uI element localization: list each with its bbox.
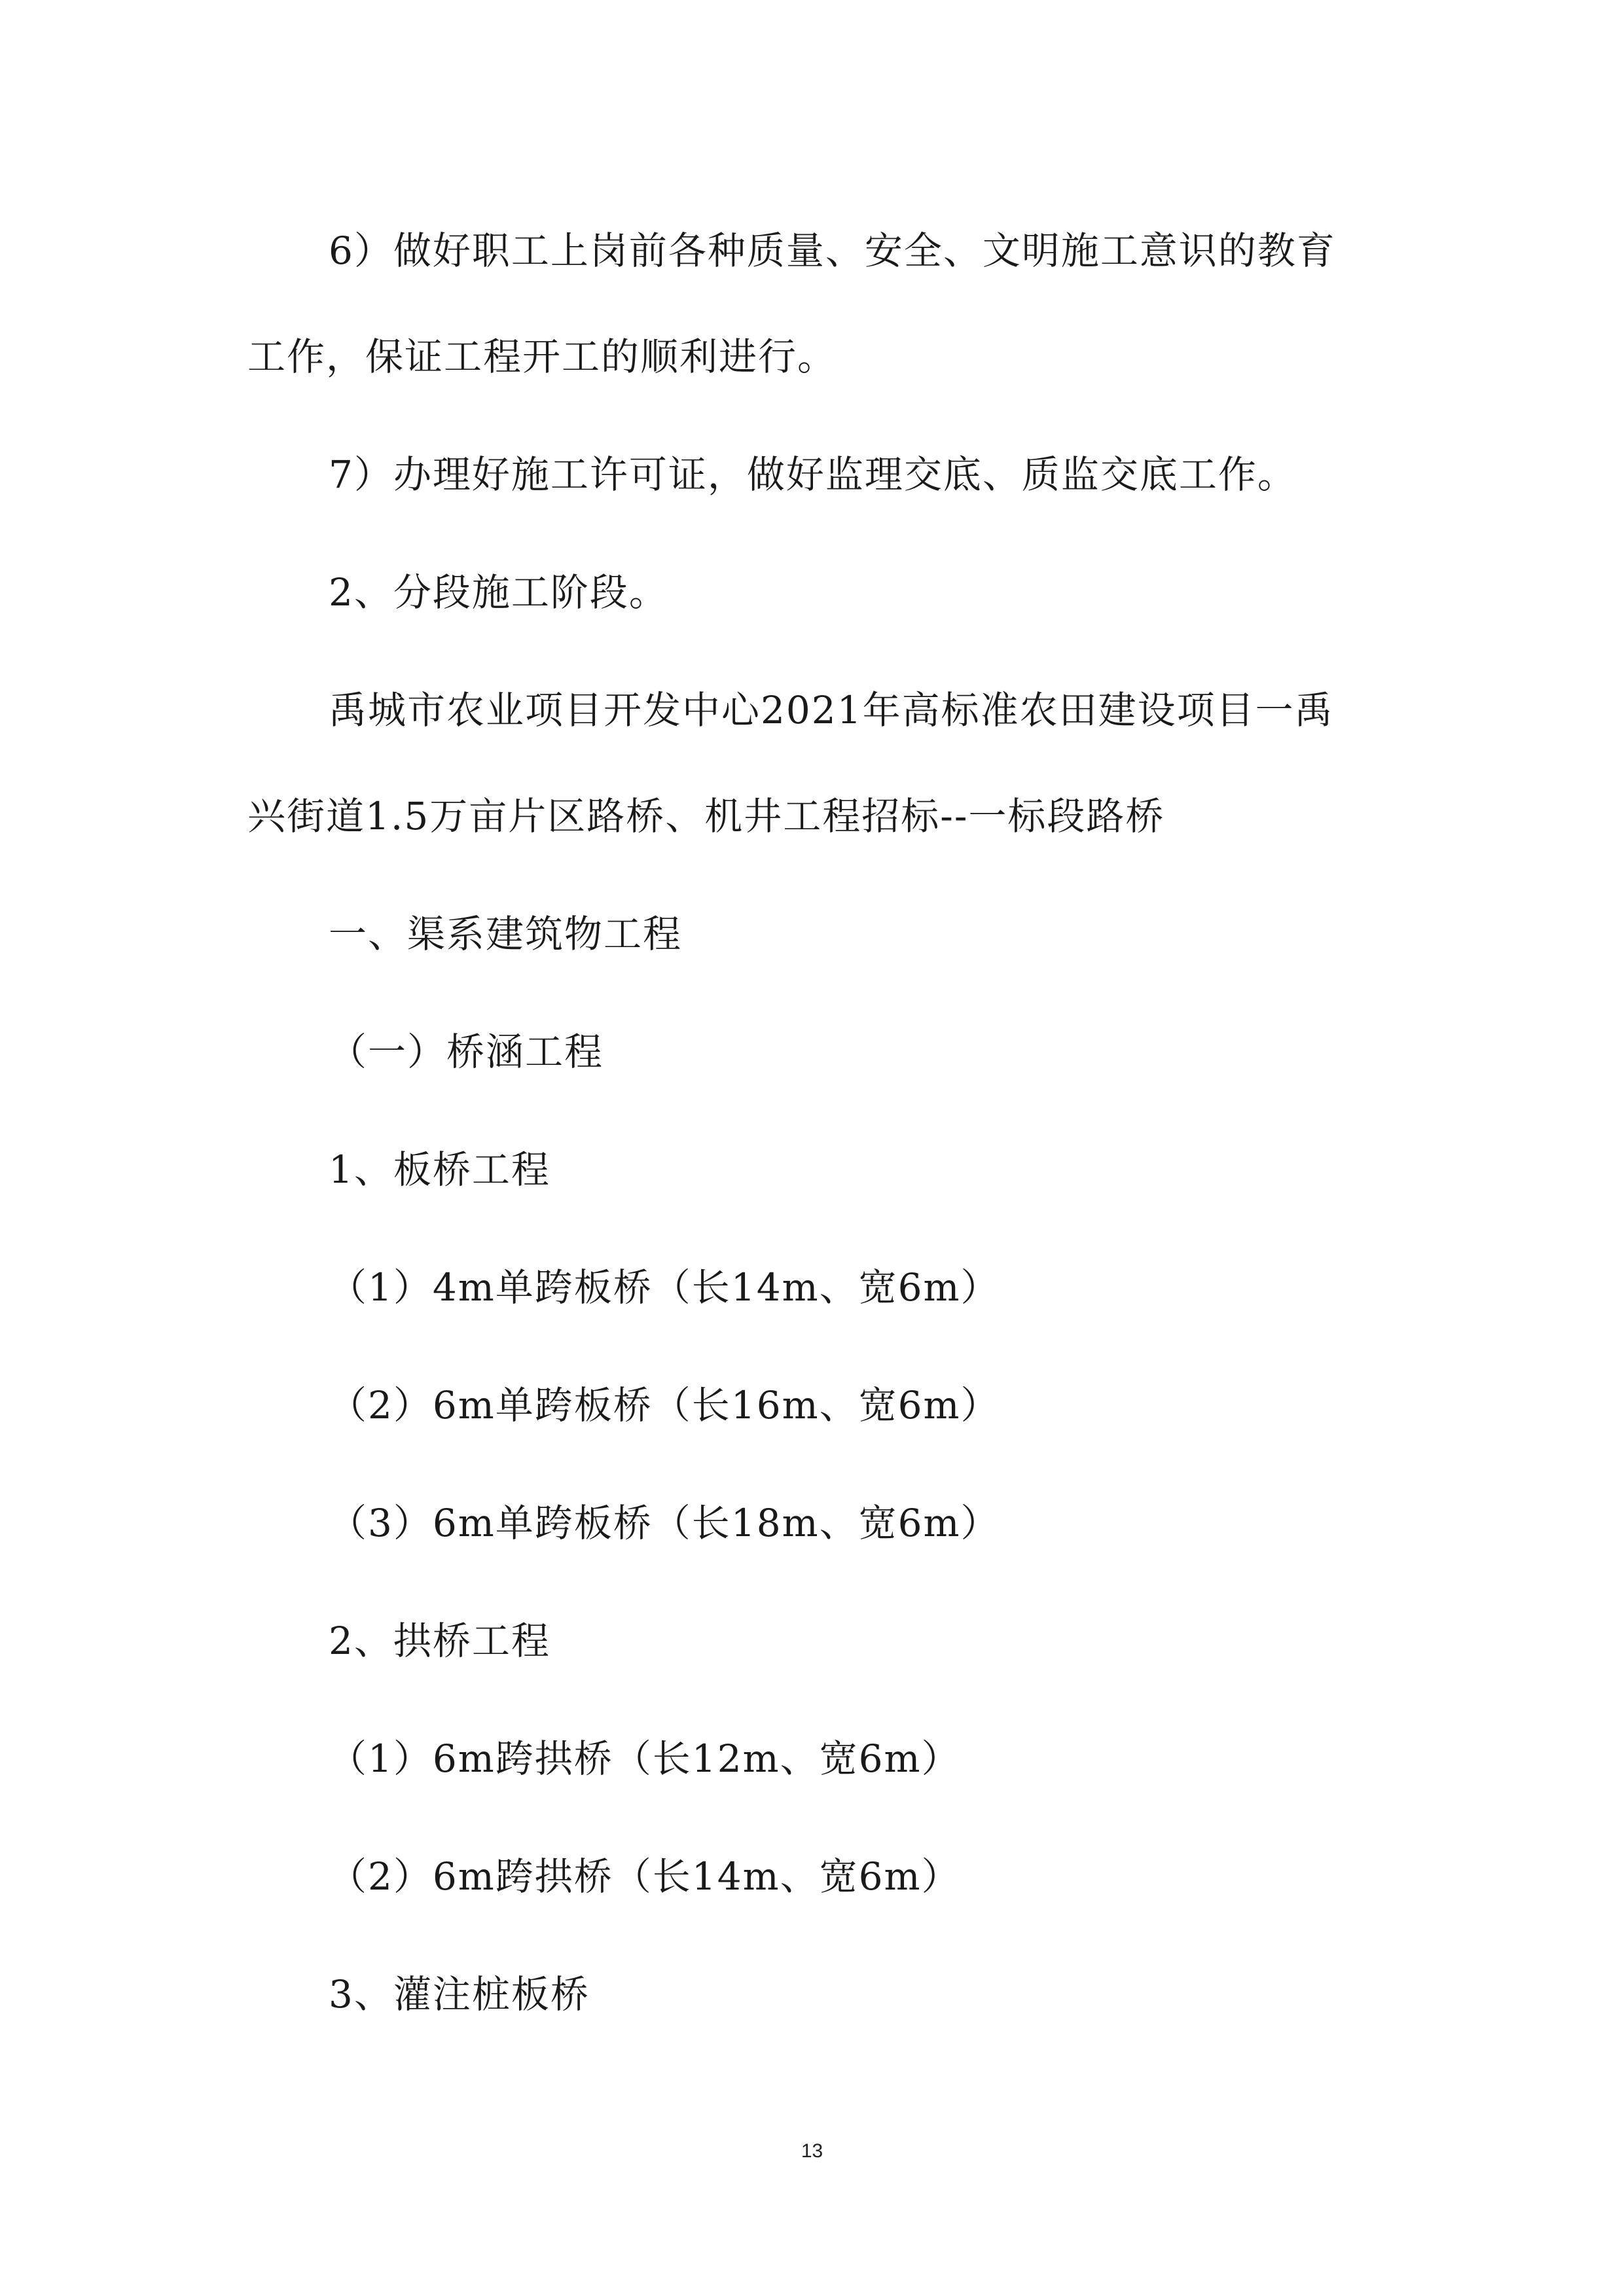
- heading-pile-slab-bridge: 3、灌注桩板桥: [329, 1972, 590, 2017]
- paragraph-item-7: 7）办理好施工许可证，做好监理交底、质监交底工作。: [329, 452, 1297, 497]
- heading-bridge-culvert: （一）桥涵工程: [329, 1030, 604, 1074]
- list-item-slab-bridge-1: （1）4m单跨板桥（长14m、宽6m）: [329, 1265, 1000, 1310]
- page-number: 13: [801, 2140, 823, 2162]
- project-title-line-1: 禹城市农业项目开发中心2021年高标准农田建设项目一禹: [329, 688, 1334, 732]
- heading-canal-structures: 一、渠系建筑物工程: [329, 912, 683, 956]
- list-item-slab-bridge-2: （2）6m单跨板桥（长16m、宽6m）: [329, 1383, 1000, 1427]
- list-item-arch-bridge-2: （2）6m跨拱桥（长14m、宽6m）: [329, 1854, 961, 1899]
- paragraph-item-6-line-2: 工作，保证工程开工的顺利进行。: [247, 334, 837, 379]
- heading-arch-bridge: 2、拱桥工程: [329, 1619, 550, 1663]
- heading-slab-bridge: 1、板桥工程: [329, 1147, 550, 1192]
- list-item-arch-bridge-1: （1）6m跨拱桥（长12m、宽6m）: [329, 1736, 961, 1781]
- list-item-slab-bridge-3: （3）6m单跨板桥（长18m、宽6m）: [329, 1501, 1000, 1545]
- paragraph-item-6-line-1: 6）做好职工上岗前各种质量、安全、文明施工意识的教育: [329, 228, 1336, 273]
- project-title-line-2: 兴街道1.5万亩片区路桥、机井工程招标--一标段路桥: [247, 794, 1165, 838]
- section-heading-phase-2: 2、分段施工阶段。: [329, 570, 668, 615]
